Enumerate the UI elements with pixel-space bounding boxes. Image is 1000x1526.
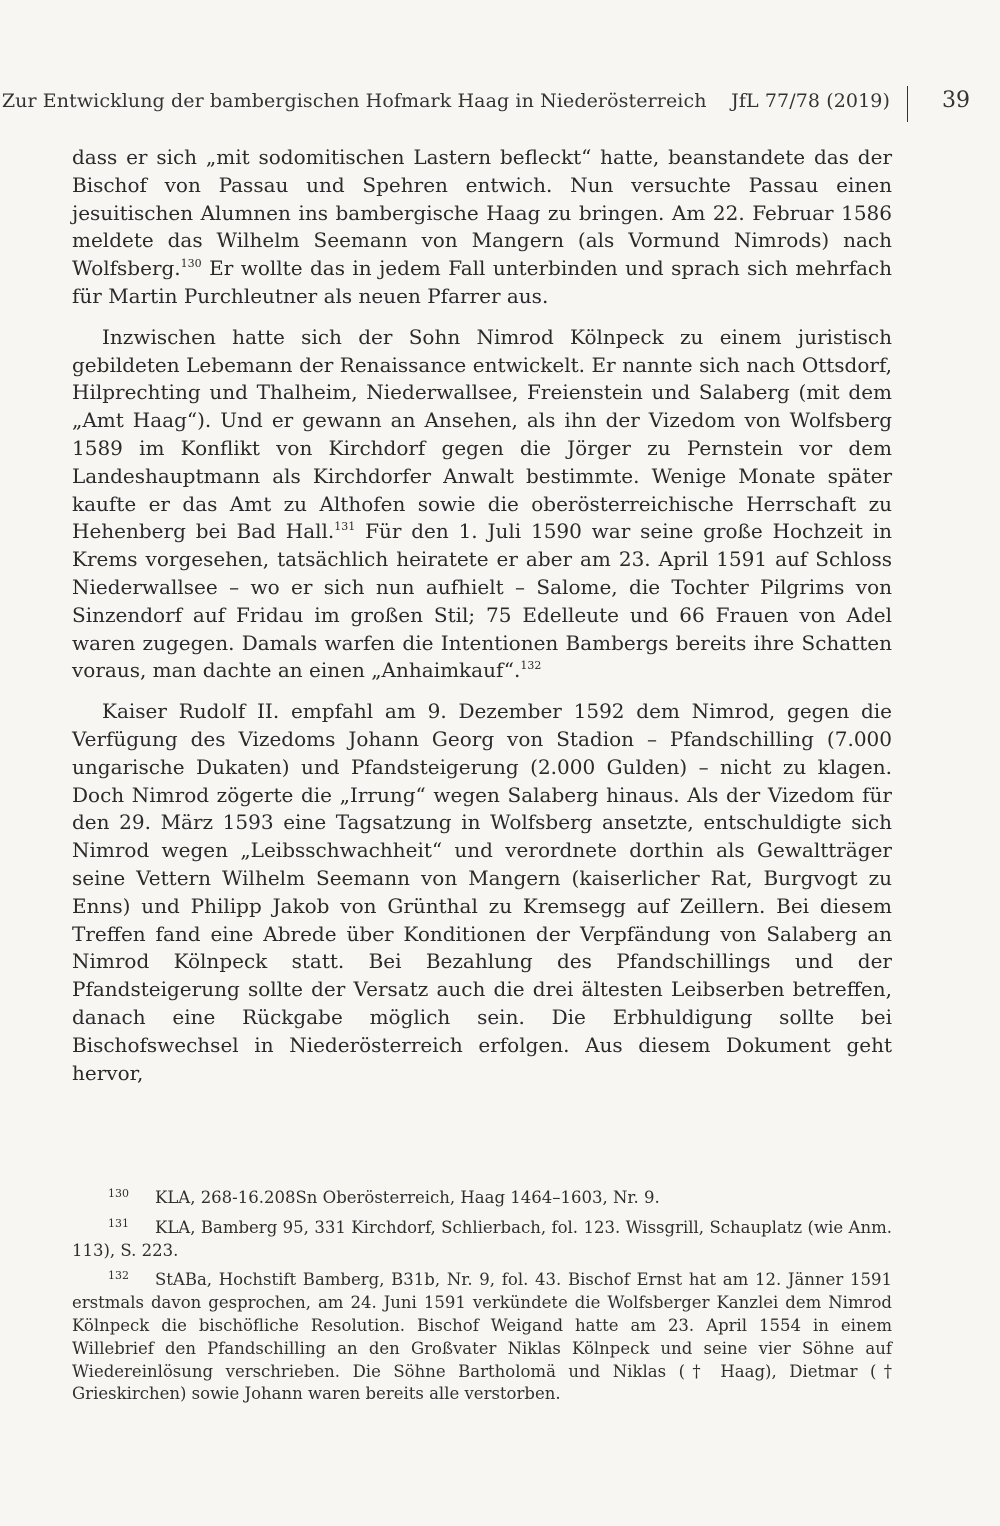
footnote (72, 1183, 892, 1210)
footnote-ref: 130 (180, 257, 202, 271)
paragraph-text: Inzwischen hatte sich der Sohn Nimrod Kölnpeck zu einem juristisch gebildeten Lebemann der Renaissance entwickelt. Er nannte sich nach Ottsdorf, Hilprechting und Thalheim, Niederwallsee, Freienstein und Salaberg (mit dem „Amt Haag“). Und er gewann an Ansehen, als ihn der Vizedom von Wolfsberg 1589 im Konflikt von Kirchdorf gegen die Jörger zu Pernstein vor dem Landeshauptmann als Kirchdorfer Anwalt bestimmte. Wenige Monate später kaufte er das Amt zu Althofen sowie die oberösterreichische Herrschaft zu Hehenberg bei Bad Hall. (72, 324, 892, 544)
paragraph (72, 324, 892, 685)
paragraph-text: dass er sich „mit sodomitischen Lastern befleckt“ hatte, beanstandete das der Bischof von Passau und Spehren entwich. Nun versuchte Passau einen jesuitischen Alumnen ins bambergische Haag zu bringen. Am 22. Februar 1586 meldete das Wilhelm Seemann von Mangern (als Vormund Nimrods) nach Wolfsberg. (72, 145, 892, 281)
journal-reference: JfL 77/78 (2019) (731, 90, 890, 112)
header-divider (907, 86, 908, 122)
footnote-number: 132 (108, 1269, 129, 1283)
footnote-text: StABa, Hochstift Bamberg, B31b, Nr. 9, fol. 43. Bischof Ernst hat am 12. Jänner 1591 erstmals davon gesprochen, am 24. Juni 1591 verkündete die Wolfsberger Kanzlei dem Nimrod Kölnpeck die bischöfliche Resolution. Bischof Weigand hatte am 23. April 1554 in einem Willebrief den Pfandschilling an den Großvater Niklas Kölnpeck und seine vier Söhne auf Wiedereinlösung verschrieben. Die Söhne Bartholomä und Niklas († Haag), Dietmar († Grieskirchen) sowie Johann waren bereits alle verstorben. (72, 1270, 892, 1404)
paragraph-text: Er wollte das in jedem Fall unterbinden und sprach sich mehrfach für Martin Purchleutner als neuen Pfarrer aus. (72, 256, 892, 308)
paragraph (72, 144, 892, 311)
paragraph (72, 698, 892, 1087)
main-text (72, 144, 892, 1100)
footnotes (72, 1183, 892, 1409)
footnote-number: 131 (108, 1216, 129, 1230)
paragraph-text: Für den 1. Juli 1590 war seine große Hochzeit in Krems vorgesehen, tatsächlich heiratete er aber am 23. April 1591 auf Schloss Niederwallsee – wo er sich nun aufhielt – Salome, die Tochter Pilgrims von Sinzendorf auf Fridau im großen Stil; 75 Edelleute und 66 Frauen von Adel waren zugegen. Damals warfen die Intentionen Bambergs bereits ihre Schatten voraus, man dachte an einen „Anhaimkauf“. (72, 519, 892, 683)
paragraph-text: Kaiser Rudolf II. empfahl am 9. Dezember 1592 dem Nimrod, gegen die Verfügung des Vizedoms Johann Georg von Stadion – Pfandschilling (7.000 ungarische Dukaten) und Pfandsteigerung (2.000 Gulden) – nicht zu klagen. Doch Nimrod zögerte die „Irrung“ wegen Salaberg hinaus. Als der Vizedom für den 29. März 1593 eine Tagsatzung in Wolfsberg ansetzte, entschuldigte sich Nimrod wegen „Leibsschwachheit“ und verordnete dorthin als Gewaltträger seine Vettern Wilhelm Seemann von Mangern (kaiserlicher Rat, Burgvogt zu Enns) und Philipp Jakob von Grünthal zu Kremsegg auf Zeillern. Bei diesem Treffen fand eine Abrede über Konditionen der Verpfändung von Salaberg an Nimrod Kölnpeck statt. Bei Bezahlung des Pfandschillings und der Pfandsteigerung sollte der Versatz auch die drei ältesten Leibserben betreffen, danach eine Rückgabe möglich sein. Die Erbhuldigung sollte bei Bischofswechsel in Niederösterreich erfolgen. Aus diesem Dokument geht hervor, (72, 699, 892, 1085)
footnote-ref: 131 (334, 520, 356, 534)
footnote (72, 1265, 892, 1406)
page-number: 39 (942, 88, 970, 113)
running-header (0, 86, 1000, 126)
footnote-text: KLA, 268-16.208Sn Oberösterreich, Haag 1464–1603, Nr. 9. (155, 1188, 660, 1207)
footnote (72, 1213, 892, 1263)
footnote-number: 130 (108, 1187, 129, 1200)
footnote-text: KLA, Bamberg 95, 331 Kirchdorf, Schlierbach, fol. 123. Wissgrill, Schauplatz (wie Anm. 113), S. 223. (72, 1217, 892, 1260)
running-title: Zur Entwicklung der bambergischen Hofmark Haag in Niederösterreich JfL 77/78 (2019) (1, 90, 890, 112)
footnote-ref: 132 (520, 659, 542, 673)
